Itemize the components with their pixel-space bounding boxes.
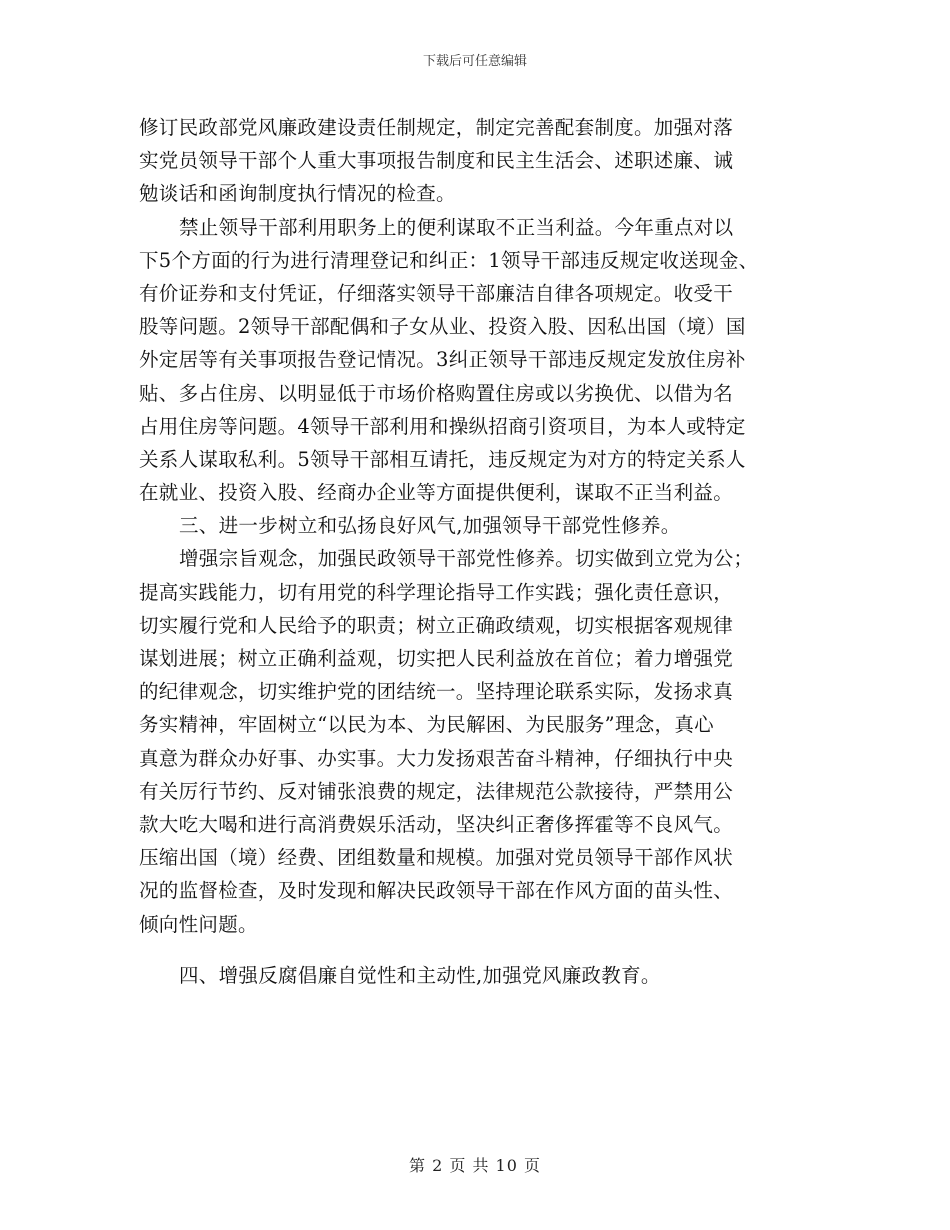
body-line: 关系人谋取私利。5领导干部相互请托，违反规定为对方的特定关系人 — [139, 447, 746, 471]
body-line: 在就业、投资入股、经商办企业等方面提供便利，谋取不正当利益。 — [139, 481, 734, 505]
body-line: 切实履行党和人民给予的职责；树立正确政绩观，切实根据客观规律 — [139, 613, 734, 637]
body-line: 下5个方面的行为进行清理登记和纠正：1领导干部违反规定收送现金、 — [139, 248, 759, 272]
section-heading: 四、增强反腐倡廉自觉性和主动性,加强党风廉政教育。 — [179, 963, 661, 987]
body-line: 提高实践能力，切有用党的科学理论指导工作实践；强化责任意识， — [139, 580, 734, 604]
paragraph-start-line: 增强宗旨观念，加强民政领导干部党性修养。切实做到立党为公； — [179, 547, 754, 571]
body-line: 谋划进展；树立正确利益观，切实把人民利益放在首位；着力增强党 — [139, 647, 734, 670]
paragraph-start-line: 禁止领导干部利用职务上的便利谋取不正当利益。今年重点对以 — [179, 215, 734, 239]
body-line: 外定居等有关事项报告登记情况。3纠正领导干部违反规定发放住房补 — [139, 348, 746, 372]
section-heading: 三、进一步树立和弘扬良好风气,加强领导干部党性修养。 — [179, 514, 681, 538]
document-body — [139, 111, 829, 992]
body-line: 款大吃大喝和进行高消费娱乐活动，坚决纠正奢侈挥霍等不良风气。 — [139, 812, 734, 836]
body-line: 真意为群众办好事、办实事。大力发扬艰苦奋斗精神，仔细执行中央 — [139, 746, 734, 770]
page-number-footer: 第 2 页 共 10 页 — [409, 1156, 541, 1175]
body-line: 有价证券和支付凭证，仔细落实领导干部廉洁自律各项规定。收受干 — [139, 281, 734, 305]
body-line: 股等问题。2领导干部配偶和子女从业、投资入股、因私出国（境）国 — [139, 315, 746, 339]
body-line: 实党员领导干部个人重大事项报告制度和民主生活会、述职述廉、诫 — [139, 149, 734, 173]
body-line: 压缩出国（境）经费、团组数量和规模。加强对党员领导干部作风状 — [139, 846, 734, 870]
body-line: 况的监督检查，及时发现和解决民政领导干部在作风方面的苗头性、 — [139, 879, 734, 903]
body-line: 有关厉行节约、反对铺张浪费的规定，法律规范公款接待，严禁用公 — [139, 779, 734, 803]
body-line: 贴、多占住房、以明显低于市场价格购置住房或以劣换优、以借为名 — [139, 381, 734, 405]
body-line: 务实精神，牢固树立“以民为本、为民解困、为民服务”理念，真心 — [139, 713, 714, 737]
body-line: 占用住房等问题。4领导干部利用和操纵招商引资项目，为本人或特定 — [139, 414, 746, 438]
body-line: 的纪律观念，切实维护党的团结统一。坚持理论联系实际，发扬求真 — [139, 680, 734, 704]
body-line: 倾向性问题。 — [139, 912, 258, 936]
body-line: 修订民政部党风廉政建设责任制规定，制定完善配套制度。加强对落 — [139, 116, 734, 139]
body-line: 勉谈话和函询制度执行情况的检查。 — [139, 182, 456, 206]
page-header: 下载后可任意编辑 — [422, 54, 527, 69]
